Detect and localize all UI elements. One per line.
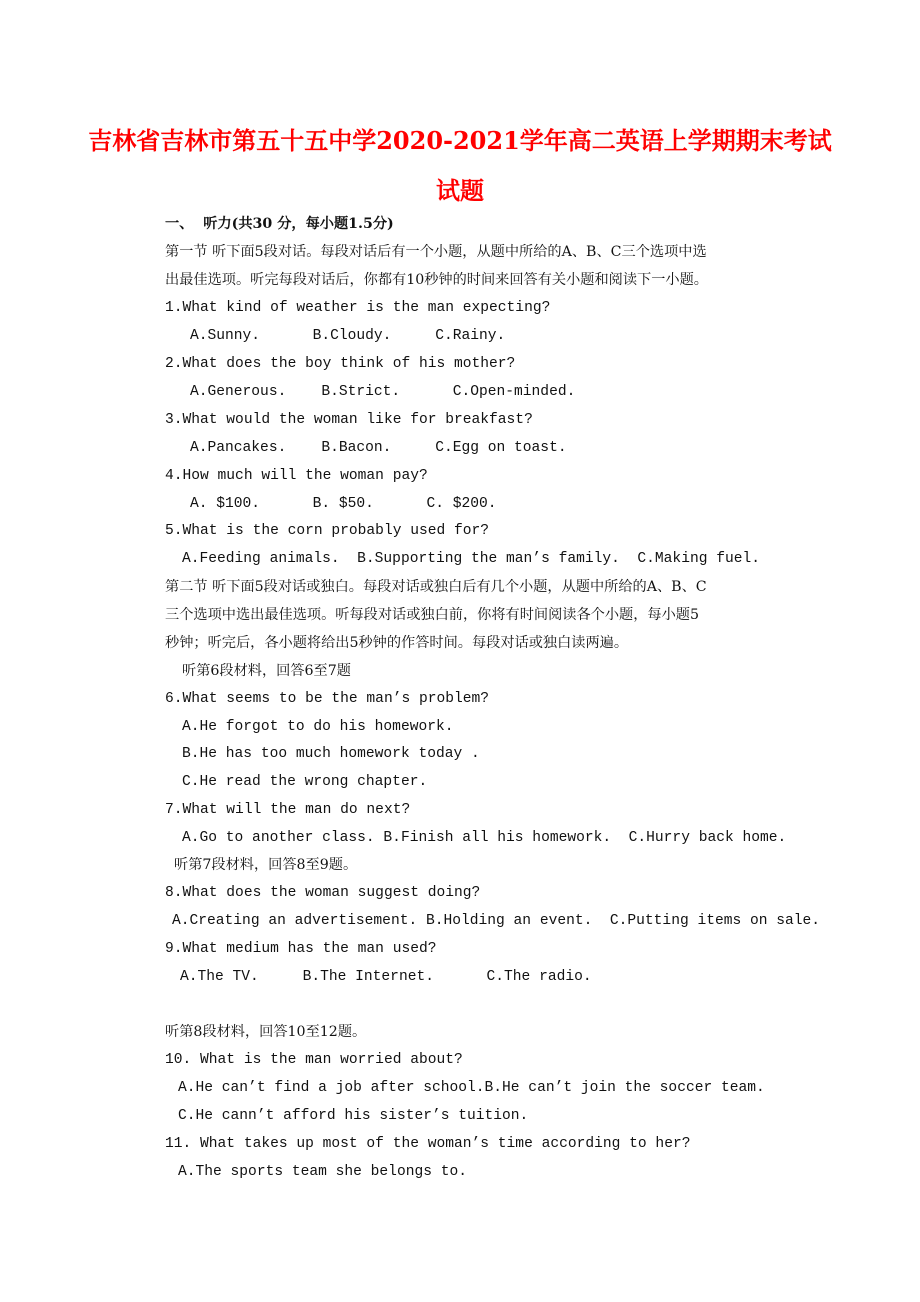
question-4-options: A. $100. B. $50. C. $200. [190,496,497,512]
question-3: 3.What would the woman like for breakfast? [165,412,533,428]
question-7-options: A.Go to another class. B.Finish all his homework. C.Hurry back home. [182,830,787,846]
material-7-note: 听第7段材料，回答8至9题。 [174,857,358,873]
question-10-options-ab: A.He can’t find a job after school.B.He can’t join the soccer team. [178,1080,765,1096]
question-3-options: A.Pancakes. B.Bacon. C.Egg on toast. [190,440,567,456]
question-2: 2.What does the boy think of his mother? [165,356,516,372]
question-5-options: A.Feeding animals. B.Supporting the man’s family. C.Making fuel. [182,551,761,567]
part2-instructions-line3: 秒钟；听完后，各小题将给出5秒钟的作答时间。每段对话或独白读两遍。 [165,635,629,651]
question-2-options: A.Generous. B.Strict. C.Open-minded. [190,384,576,400]
exam-title-line1: 吉林省吉林市第五十五中学2020-2021学年高二英语上学期期末考试 [88,126,832,155]
question-6-option-a: A.He forgot to do his homework. [182,719,454,735]
part1-instructions-line2: 出最佳选项。听完每段对话后，你都有10秒钟的时间来回答有关小题和阅读下一小题。 [165,272,708,288]
question-5: 5.What is the corn probably used for? [165,523,490,539]
section-heading-listening: 一、 听力(共30 分，每小题1.5分) [165,216,394,232]
part2-instructions-line1: 第二节 听下面5段对话或独白。每段对话或独白后有几个小题，从题中所给的A、B、C [165,579,707,595]
question-9: 9.What medium has the man used? [165,941,437,957]
question-10: 10. What is the man worried about? [165,1052,463,1068]
question-1: 1.What kind of weather is the man expecting? [165,300,551,316]
question-6-option-c: C.He read the wrong chapter. [182,774,428,790]
question-8: 8.What does the woman suggest doing? [165,885,481,901]
question-11-option-a: A.The sports team she belongs to. [178,1164,468,1180]
part1-instructions-line1: 第一节 听下面5段对话。每段对话后有一个小题，从题中所给的A、B、C三个选项中选 [165,244,707,260]
question-8-options: A.Creating an advertisement. B.Holding an event. C.Putting items on sale. [172,913,821,929]
question-7: 7.What will the man do next? [165,802,411,818]
question-11: 11. What takes up most of the woman’s time according to her? [165,1136,691,1152]
question-6-option-b: B.He has too much homework today . [182,746,480,762]
material-8-note: 听第8段材料，回答10至12题。 [165,1024,367,1040]
part2-instructions-line2: 三个选项中选出最佳选项。听每段对话或独白前，你将有时间阅读各个小题，每小题5 [165,607,699,623]
exam-title-line2: 试题 [436,176,484,205]
question-9-options: A.The TV. B.The Internet. C.The radio. [180,969,592,985]
material-6-note: 听第6段材料，回答6至7题 [182,663,351,679]
question-6: 6.What seems to be the man’s problem? [165,691,490,707]
question-1-options: A.Sunny. B.Cloudy. C.Rainy. [190,328,506,344]
question-10-option-c: C.He cann’t afford his sister’s tuition. [178,1108,529,1124]
question-4: 4.How much will the woman pay? [165,468,428,484]
